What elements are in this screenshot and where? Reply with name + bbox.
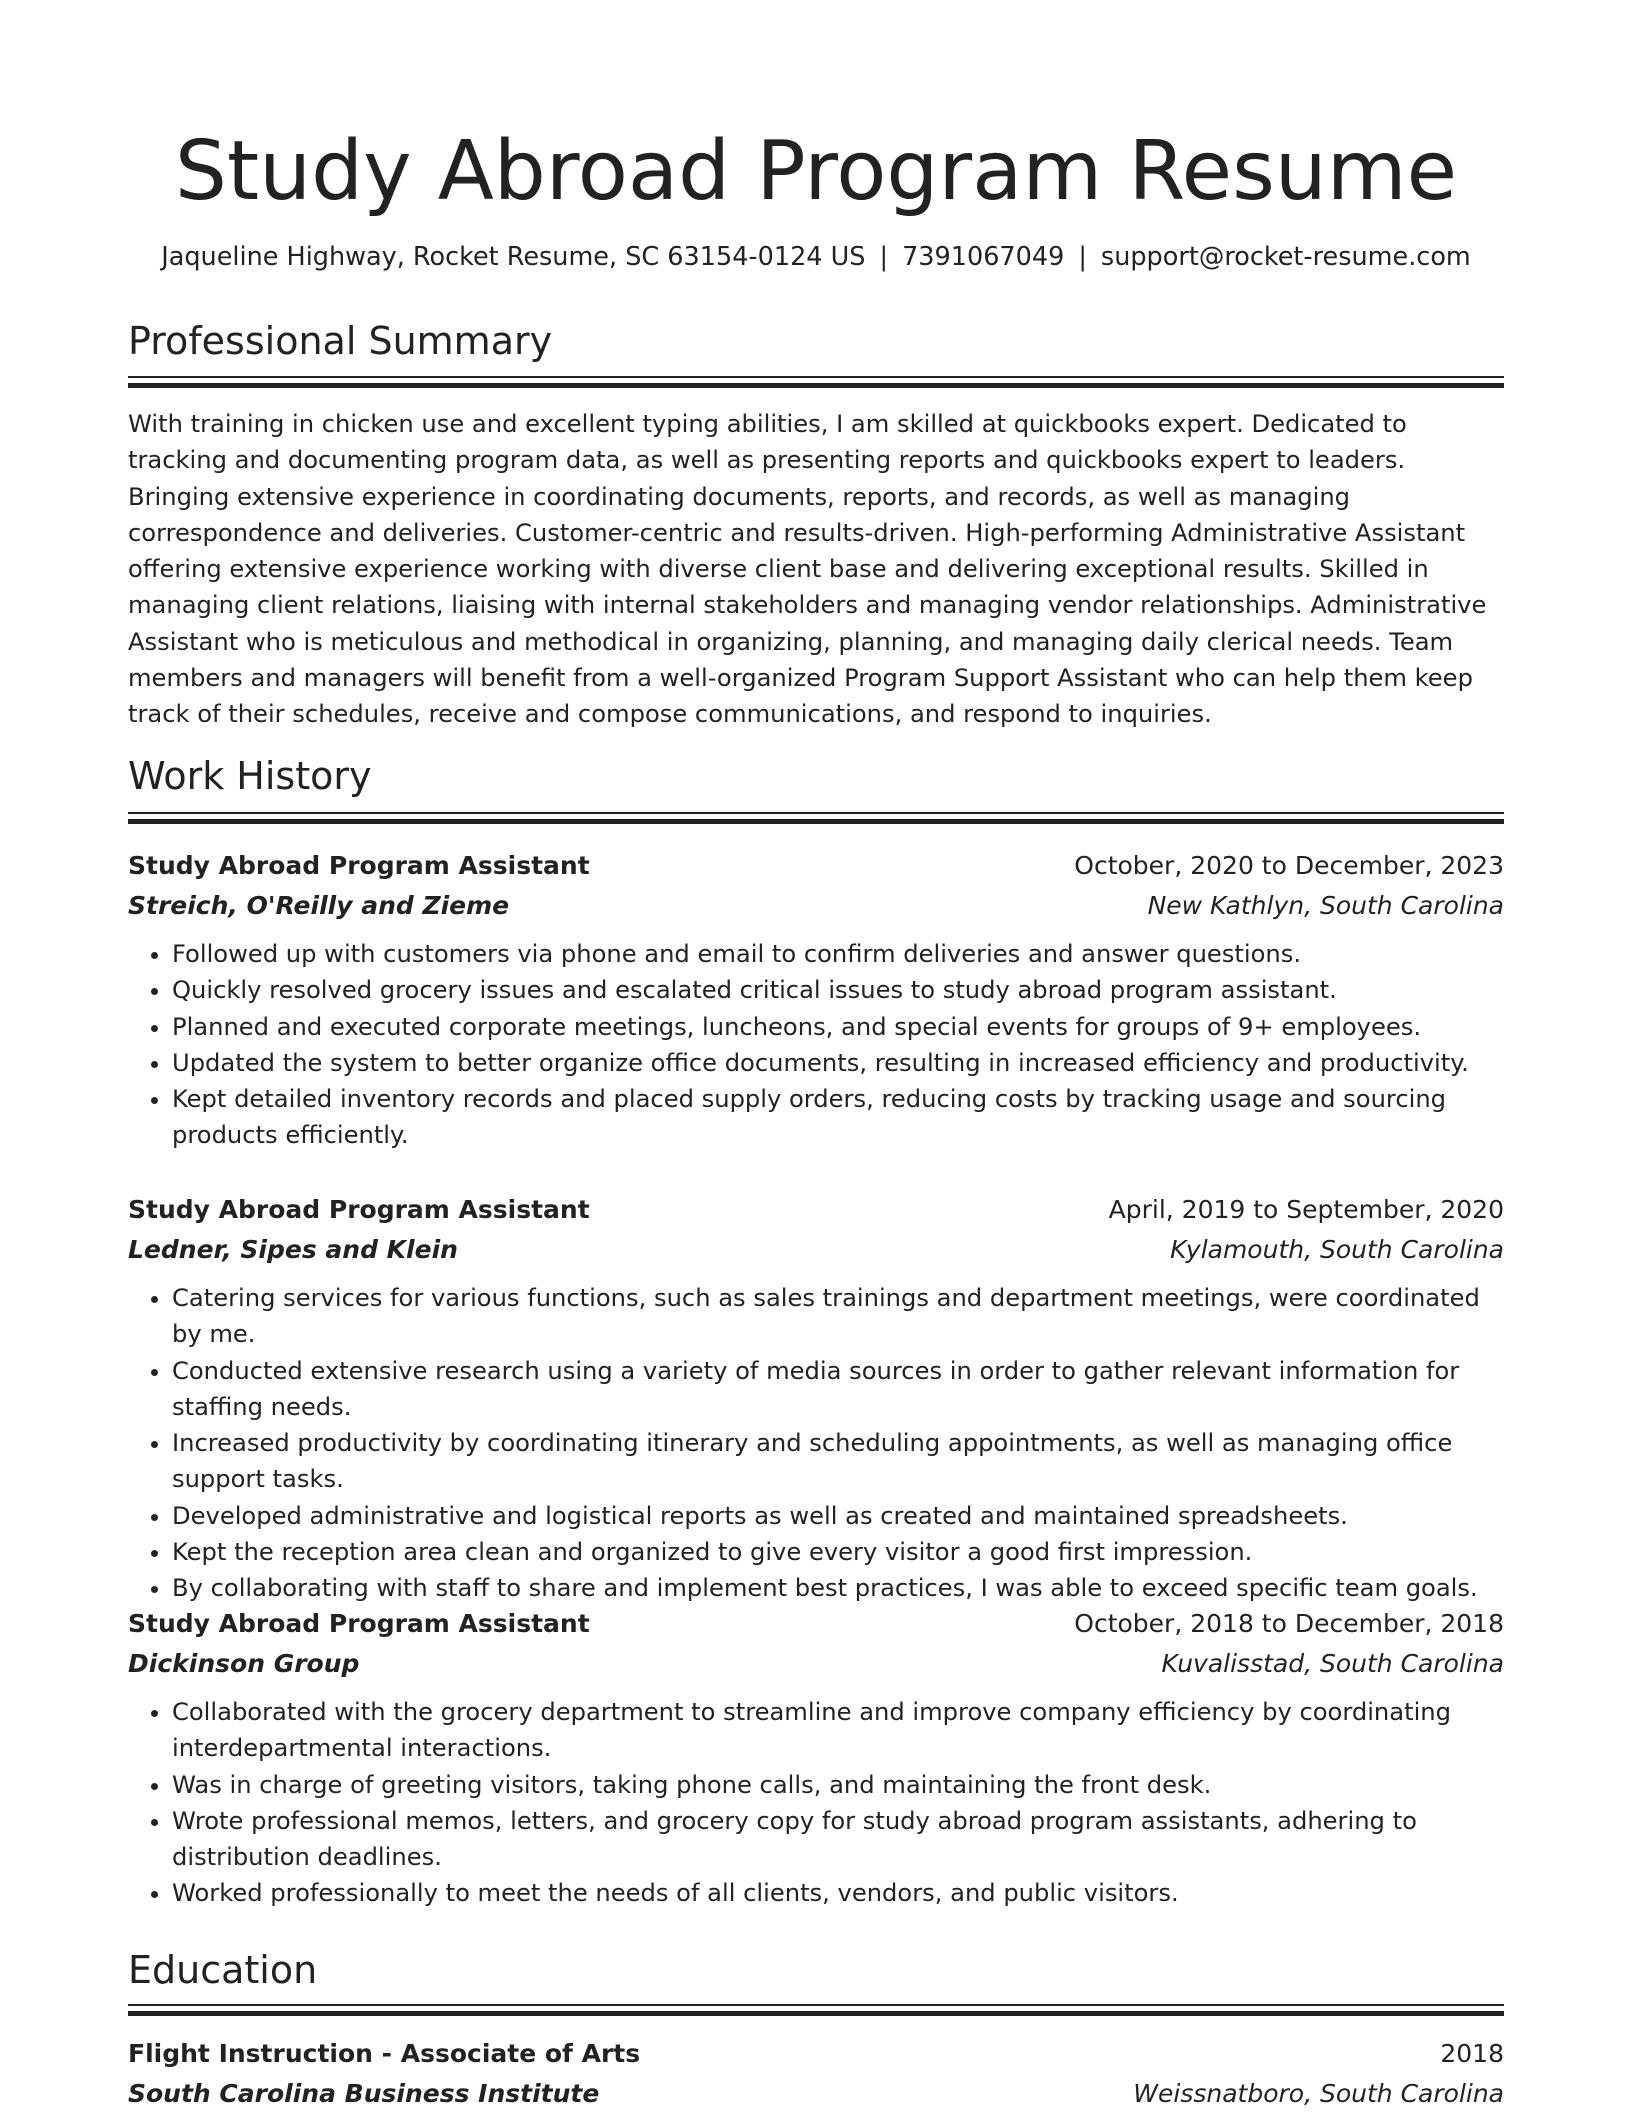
job-bullet: • Kept the reception area clean and organized to give every visitor a good first impression. bbox=[172, 1534, 1504, 1570]
contact-separator: | bbox=[879, 242, 889, 272]
summary-divider bbox=[128, 376, 1504, 388]
job-title: Study Abroad Program Assistant bbox=[128, 1195, 590, 1224]
job-bullets bbox=[128, 1694, 1504, 1912]
contact-email: support@rocket-resume.com bbox=[1100, 242, 1471, 272]
job-bullet: • Was in charge of greeting visitors, taking phone calls, and maintaining the front desk. bbox=[172, 1767, 1504, 1803]
job-bullet: • By collaborating with staff to share and implement best practices, I was able to exceed specific team goals. bbox=[172, 1570, 1504, 1606]
job-bullet: • Updated the system to better organize office documents, resulting in increased efficiency and productivity. bbox=[172, 1045, 1504, 1081]
work-divider bbox=[128, 812, 1504, 824]
job-company: Streich, O'Reilly and Zieme bbox=[128, 891, 510, 920]
education-school: South Carolina Business Institute bbox=[128, 2079, 600, 2108]
job-bullet: • Planned and executed corporate meetings, luncheons, and special events for groups of 9+ employees. bbox=[172, 1009, 1504, 1045]
contact-separator: | bbox=[1078, 242, 1087, 272]
job-bullet: • Quickly resolved grocery issues and escalated critical issues to study abroad program assistant. bbox=[172, 972, 1504, 1008]
job-title: Study Abroad Program Assistant bbox=[128, 851, 590, 880]
education-year: 2018 bbox=[1440, 2039, 1504, 2068]
education-entry bbox=[128, 2034, 1504, 2114]
job-company: Dickinson Group bbox=[128, 1649, 360, 1678]
job-company: Ledner, Sipes and Klein bbox=[128, 1235, 458, 1264]
summary-heading: Professional Summary bbox=[128, 319, 553, 363]
job-bullet: • Wrote professional memos, letters, and grocery copy for study abroad program assistants, adhering to distribution deadlines. bbox=[172, 1803, 1504, 1876]
job-location: Kylamouth, South Carolina bbox=[1170, 1235, 1504, 1264]
job-bullet: • Increased productivity by coordinating itinerary and scheduling appointments, as well as managing office support tasks. bbox=[172, 1425, 1504, 1498]
work-heading: Work History bbox=[128, 754, 372, 798]
job-bullet: • Followed up with customers via phone and email to confirm deliveries and answer questions. bbox=[172, 936, 1504, 972]
job-title: Study Abroad Program Assistant bbox=[128, 1609, 590, 1638]
summary-text: With training in chicken use and excellent typing abilities, I am skilled at quickbooks expert. Dedicated to tracking and documenting program data, as well as presenting reports and quickbooks expert to leaders. Bringing extensive experience in coordinating documents, reports, and records, as well as managing correspondence and deliveries. Customer-centric and results-driven. High-performing Administrative Assistant offering extensive experience working with diverse client base and delivering exceptional results. Skilled in managing client relations, liaising with internal stakeholders and managing vendor relationships. Administrative Assistant who is meticulous and methodical in organizing, planning, and managing daily clerical needs. Team members and managers will benefit from a well-organized Program Support Assistant who can help them keep track of their schedules, receive and compose communications, and respond to inquiries. bbox=[128, 410, 1487, 729]
job-bullet: • Conducted extensive research using a variety of media sources in order to gather relevant information for staffing needs. bbox=[172, 1353, 1504, 1426]
job-bullet: • Collaborated with the grocery department to streamline and improve company efficiency by coordinating interdepartmental interactions. bbox=[172, 1694, 1504, 1767]
job-dates: October, 2018 to December, 2018 bbox=[1074, 1609, 1504, 1638]
contact-address: Jaqueline Highway, Rocket Resume, SC 63154-0124 US bbox=[161, 242, 866, 272]
job-entry bbox=[128, 1604, 1504, 1912]
job-bullet: • Catering services for various functions, such as sales trainings and department meetings, were coordinated by me. bbox=[172, 1280, 1504, 1353]
education-location: Weissnatboro, South Carolina bbox=[1133, 2079, 1504, 2108]
education-degree: Flight Instruction - Associate of Arts bbox=[128, 2039, 641, 2068]
job-bullets bbox=[128, 936, 1504, 1154]
job-bullet: • Developed administrative and logistical reports as well as created and maintained spreadsheets. bbox=[172, 1498, 1504, 1534]
resume-title: Study Abroad Program Resume bbox=[174, 124, 1458, 219]
contact-line bbox=[128, 240, 1504, 274]
contact-phone: 7391067049 bbox=[902, 242, 1065, 272]
job-bullet: • Kept detailed inventory records and placed supply orders, reducing costs by tracking usage and sourcing products efficiently. bbox=[172, 1081, 1504, 1154]
job-location: Kuvalisstad, South Carolina bbox=[1161, 1649, 1504, 1678]
job-entry bbox=[128, 1190, 1504, 1607]
education-heading: Education bbox=[128, 1948, 318, 1992]
job-bullet: • Worked professionally to meet the needs of all clients, vendors, and public visitors. bbox=[172, 1875, 1504, 1911]
job-entry bbox=[128, 846, 1504, 1154]
job-location: New Kathlyn, South Carolina bbox=[1147, 891, 1504, 920]
job-dates: October, 2020 to December, 2023 bbox=[1074, 851, 1504, 880]
education-divider bbox=[128, 2004, 1504, 2016]
job-bullets bbox=[128, 1280, 1504, 1607]
job-dates: April, 2019 to September, 2020 bbox=[1108, 1195, 1504, 1224]
